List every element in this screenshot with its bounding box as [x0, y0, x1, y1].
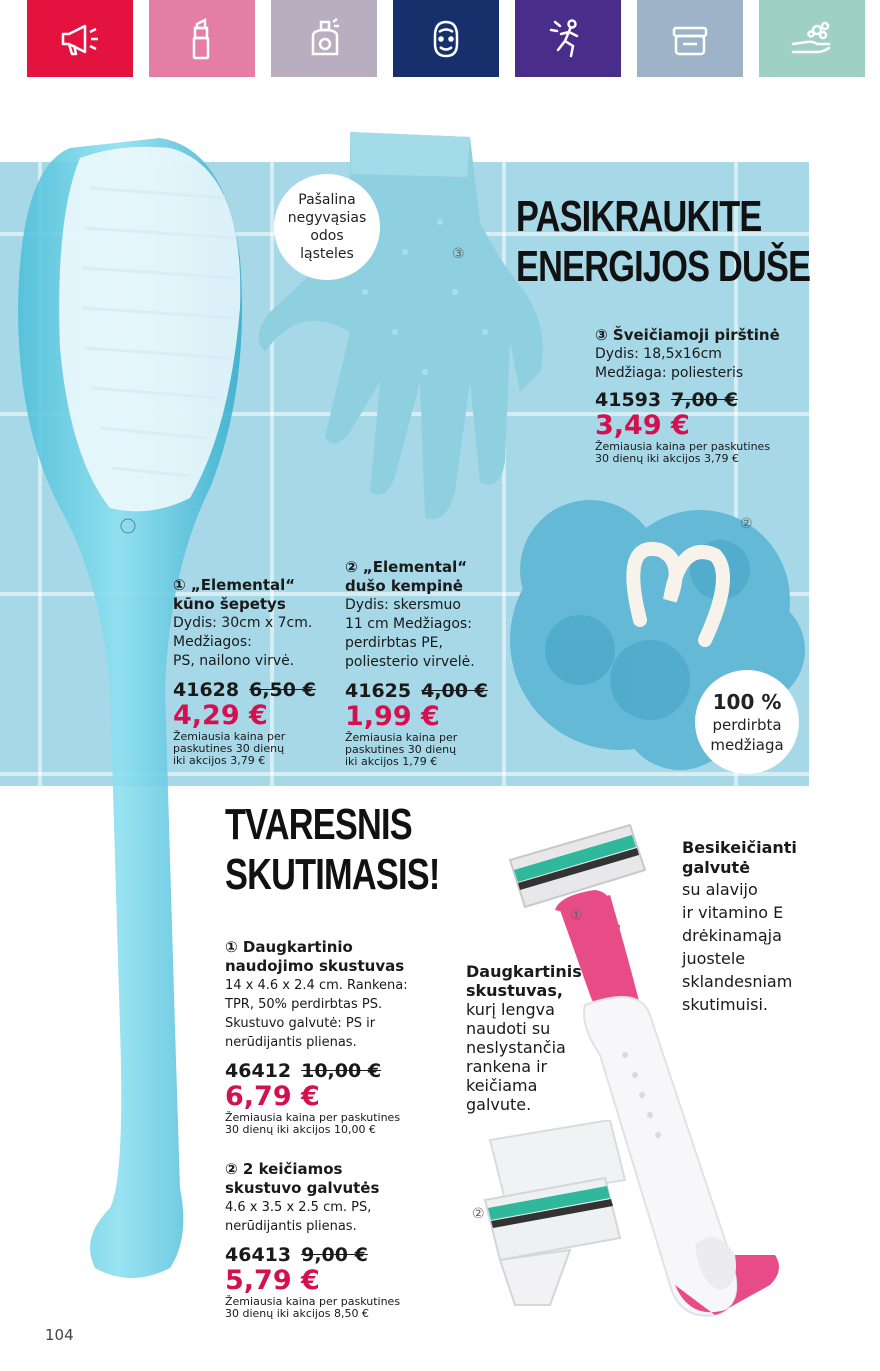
old-price: 6,50 €	[249, 679, 316, 701]
sponge-product-info: ② „Elemental“ dušo kempinė Dydis: skersmuo 11 cm Medžiagos: perdirbtas PE, poliesterio virvelė. 41625 4,00 € 1,99 € Žemiausia kaina per paskutines 30 dienų iki akcijos 1,79 €	[345, 558, 505, 768]
tab-fragrance[interactable]	[271, 0, 377, 77]
product-code: 46413	[225, 1244, 292, 1266]
old-price: 10,00 €	[301, 1060, 382, 1082]
tab-makeup[interactable]	[149, 0, 255, 77]
shower-headline: PASIKRAUKITE ENERGIJOS DUŠE	[516, 192, 811, 291]
sale-price: 4,29 €	[173, 700, 268, 731]
lipstick-icon	[177, 14, 227, 64]
product-code: 46412	[225, 1060, 292, 1082]
megaphone-icon	[55, 14, 105, 64]
sponge-marker: ②	[740, 516, 753, 532]
heads-product-info: ② 2 keičiamos skustuvo galvutės 4.6 x 3.5 x 2.5 cm. PS, nerūdijantis plienas. 46413 9,00 € 5,79 € Žemiausia kaina per paskutines 30 dienų iki akcijos 8,50 €	[225, 1160, 445, 1320]
running-person-icon	[543, 14, 593, 64]
man-face-icon	[421, 14, 471, 64]
glove-product-info: ③ Šveičiamoji pirštinė Dydis: 18,5x16cm Medžiaga: poliesteris 41593 7,00 € 3,49 € Žemiausia kaina per paskutines 30 dienų iki akcijos 3,79 €	[595, 326, 805, 465]
replacement-heads-image	[470, 1120, 640, 1310]
tab-bath-body[interactable]	[759, 0, 865, 77]
tab-promotions[interactable]	[27, 0, 133, 77]
heads-marker: ②	[472, 1206, 485, 1222]
tab-men[interactable]	[393, 0, 499, 77]
tab-skincare[interactable]	[637, 0, 743, 77]
product-code: 41593	[595, 389, 662, 411]
product-code: 41628	[173, 679, 240, 701]
brush-product-info: ① „Elemental“ kūno šepetys Dydis: 30cm x 7cm. Medžiagos: PS, nailono virvė. 41628 6,50 € 4,29 € Žemiausia kaina per paskutines 30 dienų iki akcijos 3,79 €	[173, 576, 333, 767]
old-price: 9,00 €	[301, 1244, 368, 1266]
sale-price: 1,99 €	[345, 701, 440, 732]
shave-headline: TVARESNIS SKUTIMASIS!	[225, 800, 440, 899]
dead-skin-badge: Pašalina negyvąsias odos ląsteles	[274, 174, 380, 280]
product-code: 41625	[345, 680, 412, 702]
sale-price: 5,79 €	[225, 1265, 320, 1296]
hand-foam-icon	[787, 14, 837, 64]
page-number: 104	[45, 1326, 74, 1344]
sale-price: 6,79 €	[225, 1081, 320, 1112]
sale-price: 3,49 €	[595, 410, 690, 441]
razor-callout: Daugkartinis skustuvas, kurį lengva naudoti su neslystančia rankena ir keičiama galvute.	[466, 962, 582, 1114]
old-price: 7,00 €	[671, 389, 738, 411]
product-name: ③ Šveičiamoji pirštinė	[595, 326, 780, 344]
tab-wellness[interactable]	[515, 0, 621, 77]
head-callout: Besikeičianti galvutė su alavijo ir vitamino E drėkinamąja juostele sklandesniam skutimuisi.	[682, 838, 797, 1014]
razor-marker: ①	[570, 908, 583, 924]
recycled-material-badge: 100 % perdirbta medžiaga	[695, 670, 799, 774]
glove-marker: ③	[452, 246, 465, 262]
perfume-icon	[299, 14, 349, 64]
razor-product-info: ① Daugkartinio naudojimo skustuvas 14 x 4.6 x 2.4 cm. Rankena: TPR, 50% perdirbtas PS. Skustuvo galvutė: PS ir nerūdijantis plienas. 46412 10,00 € 6,79 € Žemiausia kaina per paskutines 30 dienų iki akcijos 10,00 €	[225, 938, 445, 1136]
cream-jar-icon	[665, 14, 715, 64]
old-price: 4,00 €	[421, 680, 488, 702]
